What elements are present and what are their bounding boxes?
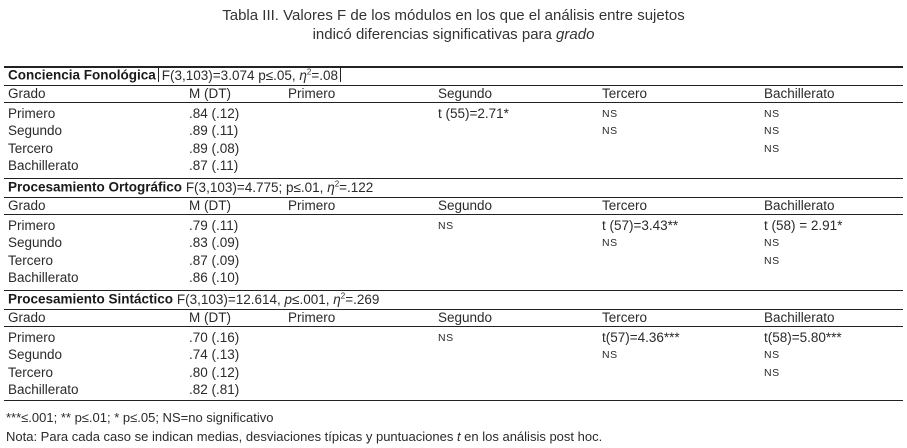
table-cell-mdt: .86 (.10) <box>189 270 240 285</box>
stats-eta-value: =.122 <box>339 179 374 195</box>
stats-f-value: F(3,103)=4.775; p≤.01, <box>185 179 328 195</box>
section-name: Procesamiento Ortográfico <box>8 179 183 195</box>
table-bottom-rule <box>4 400 903 401</box>
column-header: Grado <box>8 198 46 213</box>
table-cell-tercero: t (57)=3.43** <box>602 218 679 233</box>
section-statistics <box>156 68 344 83</box>
table-cell-mdt: .80 (.12) <box>189 365 240 380</box>
column-header: Tercero <box>602 198 648 213</box>
table-cell-tercero: NS <box>602 349 618 361</box>
stats-f-value: F(3,103)=12.614, <box>176 291 285 307</box>
table-cell-grado: Bachillerato <box>8 382 79 397</box>
vertical-divider <box>158 68 159 82</box>
stats-eta-exponent: 2 <box>334 179 340 188</box>
table-cell-grado: Segundo <box>8 347 63 362</box>
stats-eta-symbol: η <box>333 291 341 307</box>
footnote-significance: ***≤.001; ** p≤.01; * p≤.05; NS=no significativo <box>6 410 274 425</box>
table-cell-tercero: NS <box>602 237 618 249</box>
column-header: Primero <box>288 310 336 325</box>
table-cell-grado: Primero <box>8 218 56 233</box>
table-cell-grado: Bachillerato <box>8 270 79 285</box>
table-cell-mdt: .87 (.09) <box>189 253 240 268</box>
header-bottom-rule <box>4 214 903 215</box>
section-title <box>8 179 373 195</box>
table-cell-bachillerato: NS <box>764 237 780 249</box>
stats-p-symbol: p <box>284 291 293 307</box>
column-header: M (DT) <box>189 86 231 101</box>
column-header: Primero <box>288 86 336 101</box>
table-cell-grado: Segundo <box>8 235 63 250</box>
section-name: Conciencia Fonológica <box>8 67 156 83</box>
section-statistics <box>173 292 379 307</box>
table-cell-grado: Tercero <box>8 141 54 156</box>
vertical-divider <box>340 68 341 82</box>
table-cell-bachillerato: NS <box>764 143 780 155</box>
column-header: Segundo <box>438 198 493 213</box>
table-cell-bachillerato: NS <box>764 125 780 137</box>
stats-f-value: F(3,103)=3.074 p≤.05, <box>161 67 300 83</box>
footnote-note <box>6 429 602 444</box>
table-cell-grado: Primero <box>8 330 56 345</box>
caption-line-2 <box>0 25 907 44</box>
header-bottom-rule <box>4 326 903 327</box>
stats-eta-symbol: η <box>299 67 307 83</box>
table-cell-segundo: NS <box>438 332 454 344</box>
column-header: Tercero <box>602 310 648 325</box>
table-cell-grado: Bachillerato <box>8 158 79 173</box>
stats-eta-symbol: η <box>327 179 335 195</box>
footnote-note-t: t <box>456 429 461 444</box>
table-cell-grado: Tercero <box>8 253 54 268</box>
column-header: Grado <box>8 310 46 325</box>
table-cell-mdt: .89 (.11) <box>189 123 239 138</box>
table-cell-mdt: .87 (.11) <box>189 158 239 173</box>
table-cell-tercero: t(57)=4.36*** <box>602 330 680 345</box>
table-cell-segundo: NS <box>438 220 454 232</box>
section-statistics <box>182 180 373 195</box>
column-header: Primero <box>288 198 336 213</box>
column-header: Bachillerato <box>764 198 835 213</box>
header-bottom-rule <box>4 102 903 103</box>
section-title <box>8 67 344 83</box>
table-cell-mdt: .82 (.81) <box>189 382 240 397</box>
caption-italic-word: grado <box>556 26 595 43</box>
table-cell-bachillerato: t(58)=5.80*** <box>764 330 842 345</box>
column-header: Bachillerato <box>764 86 835 101</box>
table-cell-mdt: .79 (.11) <box>189 218 239 233</box>
stats-eta-exponent: 2 <box>340 291 346 300</box>
section-name: Procesamiento Sintáctico <box>8 291 174 307</box>
table-cell-mdt: .70 (.16) <box>189 330 240 345</box>
column-header: Bachillerato <box>764 310 835 325</box>
column-header: Segundo <box>438 310 493 325</box>
column-header: Segundo <box>438 86 493 101</box>
table-cell-grado: Segundo <box>8 123 63 138</box>
column-header: M (DT) <box>189 198 231 213</box>
table-cell-segundo: t (55)=2.71* <box>438 106 509 121</box>
table-cell-bachillerato: NS <box>764 367 780 379</box>
table-caption <box>0 6 907 44</box>
table-cell-bachillerato: NS <box>764 255 780 267</box>
stats-eta-value: =.08 <box>311 67 339 83</box>
table-cell-bachillerato: t (58) = 2.91* <box>764 218 843 233</box>
table-cell-tercero: NS <box>602 125 618 137</box>
table-cell-bachillerato: NS <box>764 108 780 120</box>
column-header: Tercero <box>602 86 648 101</box>
caption-line-1: Tabla III. Valores F de los módulos en los que el análisis entre sujetos <box>222 7 685 24</box>
table-cell-tercero: NS <box>602 108 618 120</box>
table-cell-grado: Tercero <box>8 365 54 380</box>
table-cell-mdt: .84 (.12) <box>189 106 240 121</box>
table-cell-bachillerato: NS <box>764 349 780 361</box>
column-header: Grado <box>8 86 46 101</box>
stats-eta-exponent: 2 <box>306 67 312 76</box>
table-cell-mdt: .89 (.08) <box>189 141 240 156</box>
caption-line-2-text: indicó diferencias significativas para <box>312 26 557 43</box>
footnote-note-text-a: Nota: Para cada caso se indican medias, desviaciones típicas y puntuaciones <box>6 429 457 444</box>
stats-p-value: ≤.001, <box>292 291 334 307</box>
column-header: M (DT) <box>189 310 231 325</box>
table-cell-mdt: .83 (.09) <box>189 235 240 250</box>
footnote-note-text-b: en los análisis post hoc. <box>460 429 603 444</box>
table-cell-mdt: .74 (.13) <box>189 347 240 362</box>
table-cell-grado: Primero <box>8 106 56 121</box>
stats-eta-value: =.269 <box>345 291 380 307</box>
section-title <box>8 291 379 307</box>
